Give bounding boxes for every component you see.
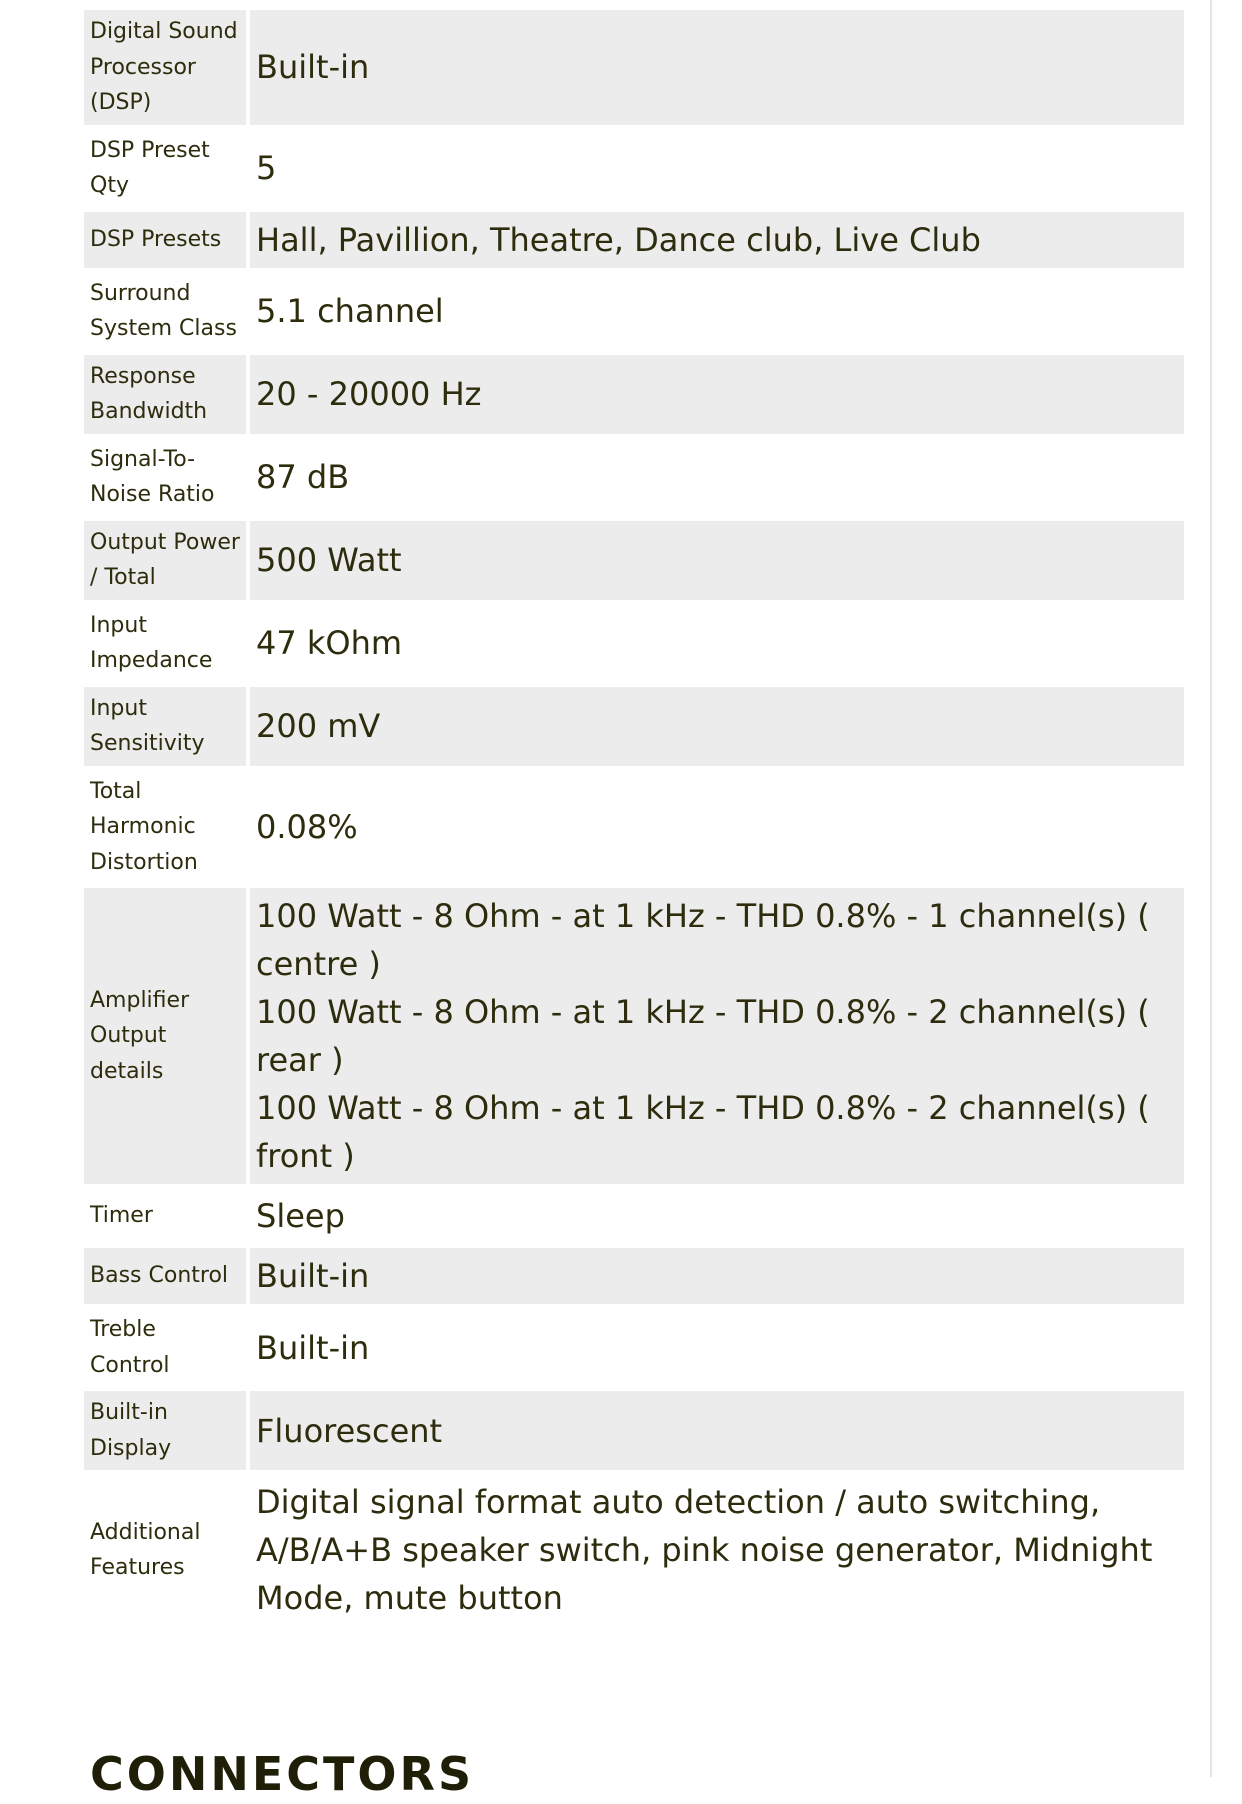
spec-label: Signal-To-Noise Ratio bbox=[84, 438, 250, 517]
spec-row-input-impedance bbox=[84, 604, 1184, 683]
spec-label: Input Impedance bbox=[84, 604, 250, 683]
spec-value: Built-in bbox=[250, 10, 1184, 125]
connectors-section-heading: CONNECTORS bbox=[90, 1747, 475, 1801]
amplifier-output-line: 100 Watt - 8 Ohm - at 1 kHz - THD 0.8% - 1 channel(s) ( centre ) bbox=[256, 897, 1150, 983]
spec-value: 0.08% bbox=[256, 807, 358, 846]
spec-value bbox=[250, 888, 1184, 1184]
spec-value: 47 kOhm bbox=[256, 624, 403, 662]
spec-row-thd bbox=[84, 770, 1184, 885]
spec-value: 200 mV bbox=[250, 687, 1184, 766]
spec-value: Digital signal format auto detection / auto switching, A/B/A+B speaker switch, pink noise generator, Midnight Mode, mute button bbox=[256, 1483, 1153, 1617]
spec-value: Sleep bbox=[256, 1197, 345, 1235]
spec-label: Response Bandwidth bbox=[84, 355, 250, 434]
spec-row-output-power bbox=[84, 521, 1184, 600]
spec-row-dsp bbox=[84, 10, 1184, 125]
spec-value: 5.1 channel bbox=[256, 292, 444, 330]
spec-label: Digital Sound Processor (DSP) bbox=[84, 10, 250, 125]
spec-value: 500 Watt bbox=[250, 521, 1184, 600]
spec-row-dsp-preset-qty bbox=[84, 129, 1184, 208]
spec-label: DSP Presets bbox=[84, 212, 250, 268]
spec-label: Input Sensitivity bbox=[84, 687, 250, 766]
spec-label: Surround System Class bbox=[84, 272, 250, 351]
amplifier-output-line: 100 Watt - 8 Ohm - at 1 kHz - THD 0.8% - 2 channel(s) ( front ) bbox=[256, 1089, 1150, 1175]
spec-row-surround-system-class bbox=[84, 272, 1184, 351]
spec-value: Hall, Pavillion, Theatre, Dance club, Live Club bbox=[250, 212, 1184, 268]
spec-label: Amplifier Output details bbox=[84, 888, 250, 1184]
spec-row-timer bbox=[84, 1188, 1184, 1244]
spec-row-additional-features bbox=[84, 1474, 1184, 1626]
spec-value: 20 - 20000 Hz bbox=[250, 355, 1184, 434]
spec-label: DSP Preset Qty bbox=[84, 129, 250, 208]
scrollbar-track[interactable] bbox=[1210, 0, 1212, 1777]
spec-value: Built-in bbox=[250, 1248, 1184, 1304]
spec-value: 5 bbox=[256, 149, 277, 187]
spec-row-signal-to-noise bbox=[84, 438, 1184, 517]
spec-label: Output Power / Total bbox=[84, 521, 250, 600]
spec-row-built-in-display bbox=[84, 1391, 1184, 1470]
spec-row-response-bandwidth bbox=[84, 355, 1184, 434]
spec-row-input-sensitivity bbox=[84, 687, 1184, 766]
spec-label: Built-in Display bbox=[84, 1391, 250, 1470]
spec-label: Bass Control bbox=[84, 1248, 250, 1304]
spec-row-treble-control bbox=[84, 1308, 1184, 1387]
spec-value: Fluorescent bbox=[250, 1391, 1184, 1470]
amplifier-output-line: 100 Watt - 8 Ohm - at 1 kHz - THD 0.8% - 2 channel(s) ( rear ) bbox=[256, 993, 1150, 1079]
spec-value: 87 dB bbox=[256, 458, 350, 496]
spec-row-amplifier-output bbox=[84, 888, 1184, 1184]
spec-label: Timer bbox=[84, 1188, 250, 1244]
spec-label: Treble Control bbox=[84, 1308, 250, 1387]
spec-label: Additional Features bbox=[84, 1474, 250, 1626]
spec-table bbox=[84, 6, 1184, 1630]
spec-label: Total Harmonic Distortion bbox=[84, 770, 250, 885]
spec-row-bass-control bbox=[84, 1248, 1184, 1304]
spec-value: Built-in bbox=[256, 1328, 370, 1367]
spec-row-dsp-presets bbox=[84, 212, 1184, 268]
